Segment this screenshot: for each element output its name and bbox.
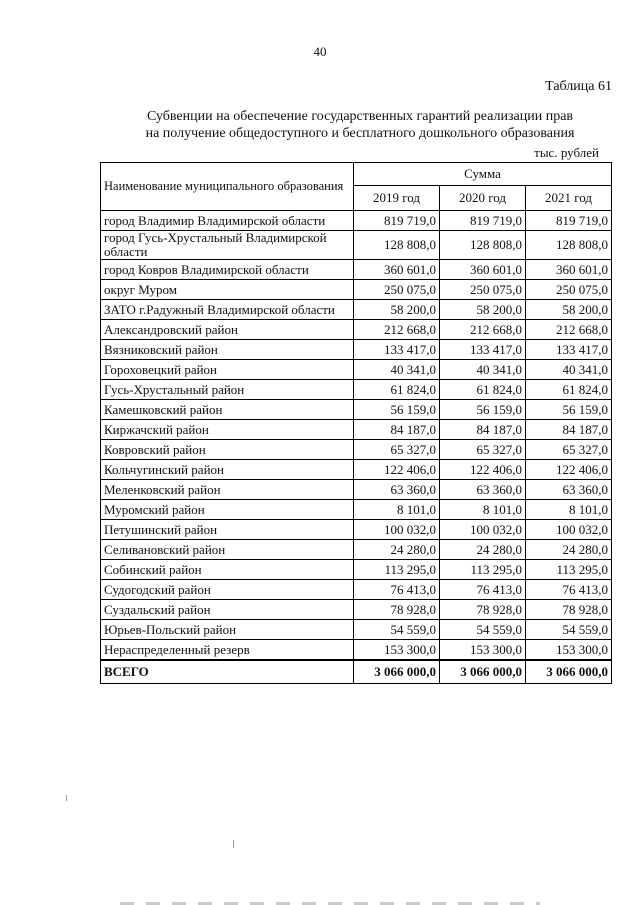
row-value-2019: 24 280,0 (354, 540, 440, 560)
row-value-2020: 100 032,0 (440, 520, 526, 540)
table-row (101, 600, 612, 620)
row-value-2020: 54 559,0 (440, 620, 526, 640)
row-value-2021: 250 075,0 (526, 280, 612, 300)
table-body (101, 211, 612, 661)
title-line-2: на получение общедоступного и бесплатного дошкольного образования (145, 126, 575, 141)
title-line-1: Субвенции на обеспечение государственных гарантий реализации прав (146, 109, 574, 124)
row-name: Ковровский район (101, 440, 354, 460)
row-name: Селивановский район (101, 540, 354, 560)
table-row (101, 420, 612, 440)
total-2019: 3 066 000,0 (354, 660, 440, 684)
row-name: Нераспределенный резерв (101, 640, 354, 661)
table-row (101, 580, 612, 600)
row-value-2020: 56 159,0 (440, 400, 526, 420)
row-value-2019: 58 200,0 (354, 300, 440, 320)
row-value-2020: 113 295,0 (440, 560, 526, 580)
table-row (101, 620, 612, 640)
row-value-2020: 58 200,0 (440, 300, 526, 320)
column-header-2020: 2020 год (440, 186, 526, 211)
row-value-2021: 58 200,0 (526, 300, 612, 320)
row-name: округ Муром (101, 280, 354, 300)
row-value-2019: 63 360,0 (354, 480, 440, 500)
table-row (101, 360, 612, 380)
row-name: Меленковский район (101, 480, 354, 500)
row-value-2020: 84 187,0 (440, 420, 526, 440)
row-value-2019: 212 668,0 (354, 320, 440, 340)
row-value-2020: 78 928,0 (440, 600, 526, 620)
row-value-2021: 65 327,0 (526, 440, 612, 460)
table-row (101, 500, 612, 520)
total-2020: 3 066 000,0 (440, 660, 526, 684)
row-value-2020: 65 327,0 (440, 440, 526, 460)
units-label: тыс. рублей (534, 145, 599, 160)
scan-mark-left (66, 795, 67, 801)
row-name: Судогодский район (101, 580, 354, 600)
column-header-name: Наименование муниципального образования (101, 163, 354, 211)
table-header-row (101, 163, 612, 186)
table-row (101, 520, 612, 540)
row-name: Петушинский район (101, 520, 354, 540)
row-value-2021: 61 824,0 (526, 380, 612, 400)
table-row (101, 211, 612, 231)
table-row (101, 560, 612, 580)
row-value-2020: 819 719,0 (440, 211, 526, 231)
table-row (101, 231, 612, 260)
row-value-2019: 250 075,0 (354, 280, 440, 300)
table-row (101, 640, 612, 661)
row-value-2019: 65 327,0 (354, 440, 440, 460)
row-value-2020: 250 075,0 (440, 280, 526, 300)
row-value-2021: 819 719,0 (526, 211, 612, 231)
scan-mark-center (233, 840, 234, 848)
row-value-2021: 63 360,0 (526, 480, 612, 500)
row-value-2021: 113 295,0 (526, 560, 612, 580)
row-value-2019: 360 601,0 (354, 260, 440, 280)
row-value-2021: 56 159,0 (526, 400, 612, 420)
row-name: ЗАТО г.Радужный Владимирской области (101, 300, 354, 320)
row-value-2020: 76 413,0 (440, 580, 526, 600)
row-name: Суздальский район (101, 600, 354, 620)
row-value-2020: 24 280,0 (440, 540, 526, 560)
row-value-2020: 61 824,0 (440, 380, 526, 400)
row-name: Киржачский район (101, 420, 354, 440)
row-value-2019: 122 406,0 (354, 460, 440, 480)
row-name: Гусь-Хрустальный район (101, 380, 354, 400)
row-value-2019: 61 824,0 (354, 380, 440, 400)
row-value-2020: 8 101,0 (440, 500, 526, 520)
row-name: Юрьев-Польский район (101, 620, 354, 640)
row-value-2020: 133 417,0 (440, 340, 526, 360)
table-row (101, 400, 612, 420)
table-row (101, 320, 612, 340)
row-value-2021: 100 032,0 (526, 520, 612, 540)
row-value-2020: 212 668,0 (440, 320, 526, 340)
row-value-2020: 128 808,0 (440, 231, 526, 260)
row-name: Александровский район (101, 320, 354, 340)
row-value-2020: 63 360,0 (440, 480, 526, 500)
row-name: Кольчугинский район (101, 460, 354, 480)
row-value-2019: 819 719,0 (354, 211, 440, 231)
row-value-2019: 40 341,0 (354, 360, 440, 380)
page-number: 40 (313, 44, 327, 59)
column-header-2021: 2021 год (526, 186, 612, 211)
row-value-2019: 128 808,0 (354, 231, 440, 260)
row-value-2021: 78 928,0 (526, 600, 612, 620)
row-value-2021: 40 341,0 (526, 360, 612, 380)
row-name: Собинский район (101, 560, 354, 580)
row-value-2019: 54 559,0 (354, 620, 440, 640)
row-value-2021: 212 668,0 (526, 320, 612, 340)
row-value-2021: 24 280,0 (526, 540, 612, 560)
row-value-2021: 8 101,0 (526, 500, 612, 520)
row-value-2019: 56 159,0 (354, 400, 440, 420)
table-row (101, 440, 612, 460)
row-value-2021: 133 417,0 (526, 340, 612, 360)
table-row (101, 480, 612, 500)
table-row (101, 460, 612, 480)
row-value-2019: 113 295,0 (354, 560, 440, 580)
row-name: город Гусь-Хрустальный Владимирской области (101, 231, 354, 260)
row-name: Муромский район (101, 500, 354, 520)
row-name: Гороховецкий район (101, 360, 354, 380)
row-value-2021: 84 187,0 (526, 420, 612, 440)
row-name: город Ковров Владимирской области (101, 260, 354, 280)
total-label: ВСЕГО (101, 660, 354, 684)
row-value-2020: 153 300,0 (440, 640, 526, 661)
row-value-2020: 40 341,0 (440, 360, 526, 380)
row-value-2021: 122 406,0 (526, 460, 612, 480)
column-header-sum: Сумма (354, 163, 612, 186)
row-value-2019: 78 928,0 (354, 600, 440, 620)
row-value-2019: 100 032,0 (354, 520, 440, 540)
row-name: Вязниковский район (101, 340, 354, 360)
table-row (101, 380, 612, 400)
table-label: Таблица 61 (545, 79, 612, 94)
table-row (101, 280, 612, 300)
table-row (101, 340, 612, 360)
table-row (101, 540, 612, 560)
row-value-2019: 76 413,0 (354, 580, 440, 600)
row-value-2019: 84 187,0 (354, 420, 440, 440)
row-value-2021: 360 601,0 (526, 260, 612, 280)
table-row (101, 260, 612, 280)
row-name: Камешковский район (101, 400, 354, 420)
table-row (101, 300, 612, 320)
total-2021: 3 066 000,0 (526, 660, 612, 684)
row-name: город Владимир Владимирской области (101, 211, 354, 231)
row-value-2021: 76 413,0 (526, 580, 612, 600)
subsidies-table (100, 162, 612, 684)
row-value-2021: 54 559,0 (526, 620, 612, 640)
row-value-2020: 360 601,0 (440, 260, 526, 280)
row-value-2019: 133 417,0 (354, 340, 440, 360)
column-header-2019: 2019 год (354, 186, 440, 211)
row-value-2021: 128 808,0 (526, 231, 612, 260)
row-value-2019: 8 101,0 (354, 500, 440, 520)
row-value-2019: 153 300,0 (354, 640, 440, 661)
table-total-row (101, 660, 612, 684)
document-title (100, 108, 620, 142)
row-value-2021: 153 300,0 (526, 640, 612, 661)
row-value-2020: 122 406,0 (440, 460, 526, 480)
